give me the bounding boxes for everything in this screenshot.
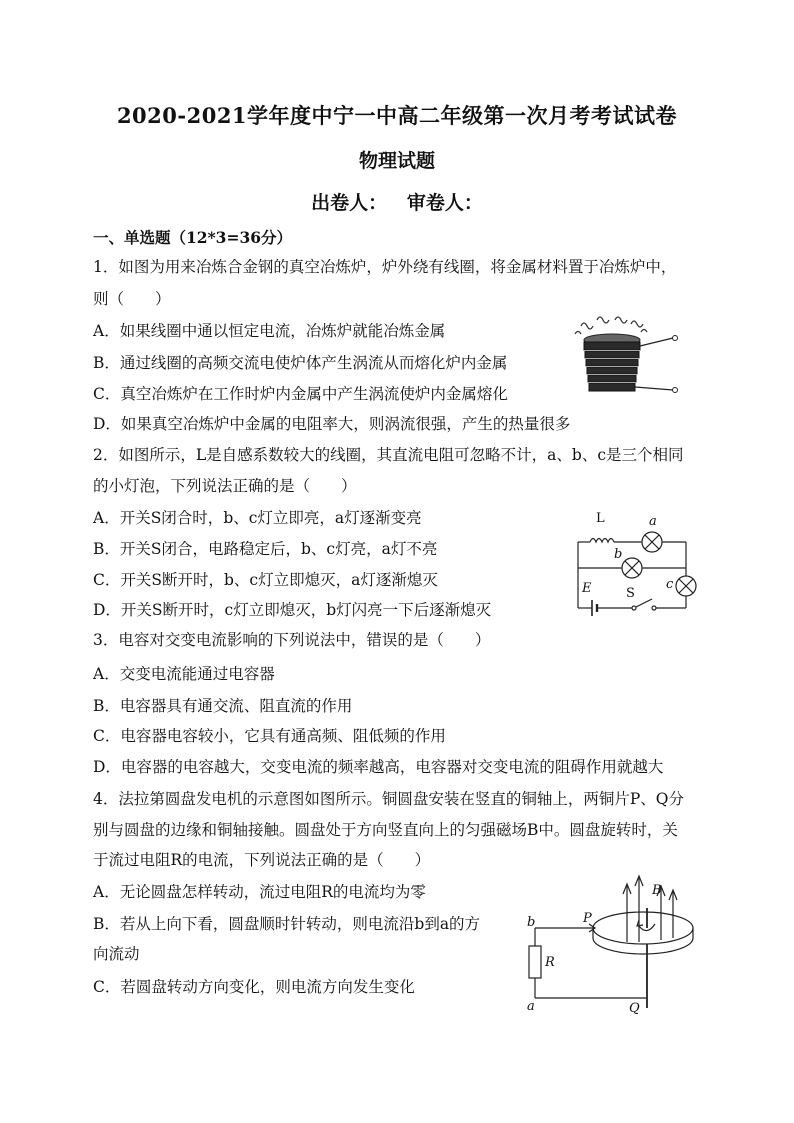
q1-option-a: A．如果线圈中通以恒定电流，冶炼炉就能冶炼金属 [93,322,446,340]
q3-option-a: A．交变电流能通过电容器 [93,665,275,683]
q3-option-c: C．电容器电容较小，它具有通高频、阻低频的作用 [93,727,446,745]
author-line: 出卷人： 审卷人： [311,192,483,214]
section-heading: 一、单选题（12*3=36分） [93,228,293,247]
q1-stem-line1: 1．如图为用来冶炼合金钢的真空冶炼炉，炉外绕有线圈，将金属材料置于冶炼炉中， [93,258,677,276]
q4-option-a: A．无论圆盘怎样转动，流过电阻R的电流均为零 [93,883,426,901]
label-S: S [626,586,635,601]
exam-title: 2020-2021学年度中宁一中高二年级第一次月考考试试卷 [116,103,678,128]
label-Q: Q [629,1001,640,1016]
q4-stem-line2: 别与圆盘的边缘和铜轴接触。圆盘处于方向竖直向上的匀强磁场B中。圆盘旋转时，关 [93,821,678,839]
label-c: c [666,577,674,592]
q1-stem-line2: 则（ ） [93,290,171,308]
label-P: P [583,911,592,926]
label-a: a [649,514,657,529]
faraday-disk-figure [515,870,705,1020]
q2-option-c: C．开关S断开时，b、c灯立即熄灭，a灯逐渐熄灭 [93,571,438,589]
label-a: a [527,999,535,1014]
exam-subtitle: 物理试题 [358,150,435,172]
q4-option-b-line2: 向流动 [93,945,140,963]
lamp-circuit-figure [570,508,700,623]
q1-option-b: B．通过线圈的高频交流电使炉体产生涡流从而熔化炉内金属 [93,354,508,372]
q2-stem-line2: 的小灯泡，下列说法正确的是（ ） [93,477,357,495]
q2-option-d: D．开关S断开时，c灯立即熄灭，b灯闪亮一下后逐渐熄灭 [93,601,492,619]
q3-option-b: B．电容器具有通交流、阻直流的作用 [93,697,353,715]
label-R: R [545,955,555,970]
q4-stem-line1: 4．法拉第圆盘发电机的示意图如图所示。铜圆盘安装在竖直的铜轴上，两铜片P、Q分 [93,790,685,808]
q1-option-c: C．真空冶炼炉在工作时炉内金属中产生涡流使炉内金属熔化 [93,385,508,403]
q3-stem: 3．电容对交变电流影响的下列说法中，错误的是（ ） [93,631,491,649]
label-L: L [596,511,605,526]
q4-option-b-line1: B．若从上向下看，圆盘顺时针转动，则电流沿b到a的方 [93,915,481,933]
q4-option-c: C．若圆盘转动方向变化，则电流方向发生变化 [93,978,415,996]
q2-option-b: B．开关S闭合，电路稳定后，b、c灯亮，a灯不亮 [93,540,438,558]
q3-option-d: D．电容器的电容越大，交变电流的频率越高，电容器对交变电流的阻碍作用就越大 [93,758,664,776]
label-E: E [582,581,592,596]
q2-option-a: A．开关S闭合时，b、c灯立即亮，a灯逐渐变亮 [93,509,422,527]
q4-stem-line3: 于流过电阻R的电流，下列说法正确的是（ ） [93,851,431,869]
label-B: B [652,883,662,898]
q1-option-d: D．如果真空冶炼炉中金属的电阻率大，则涡流很强，产生的热量很多 [93,415,571,433]
furnace-coil-figure [565,312,690,402]
label-b: b [614,547,623,562]
q2-stem-line1: 2．如图所示，L是自感系数较大的线圈，其直流电阻可忽略不计，a、b、c是三个相同 [93,446,684,464]
label-b: b [527,915,536,930]
